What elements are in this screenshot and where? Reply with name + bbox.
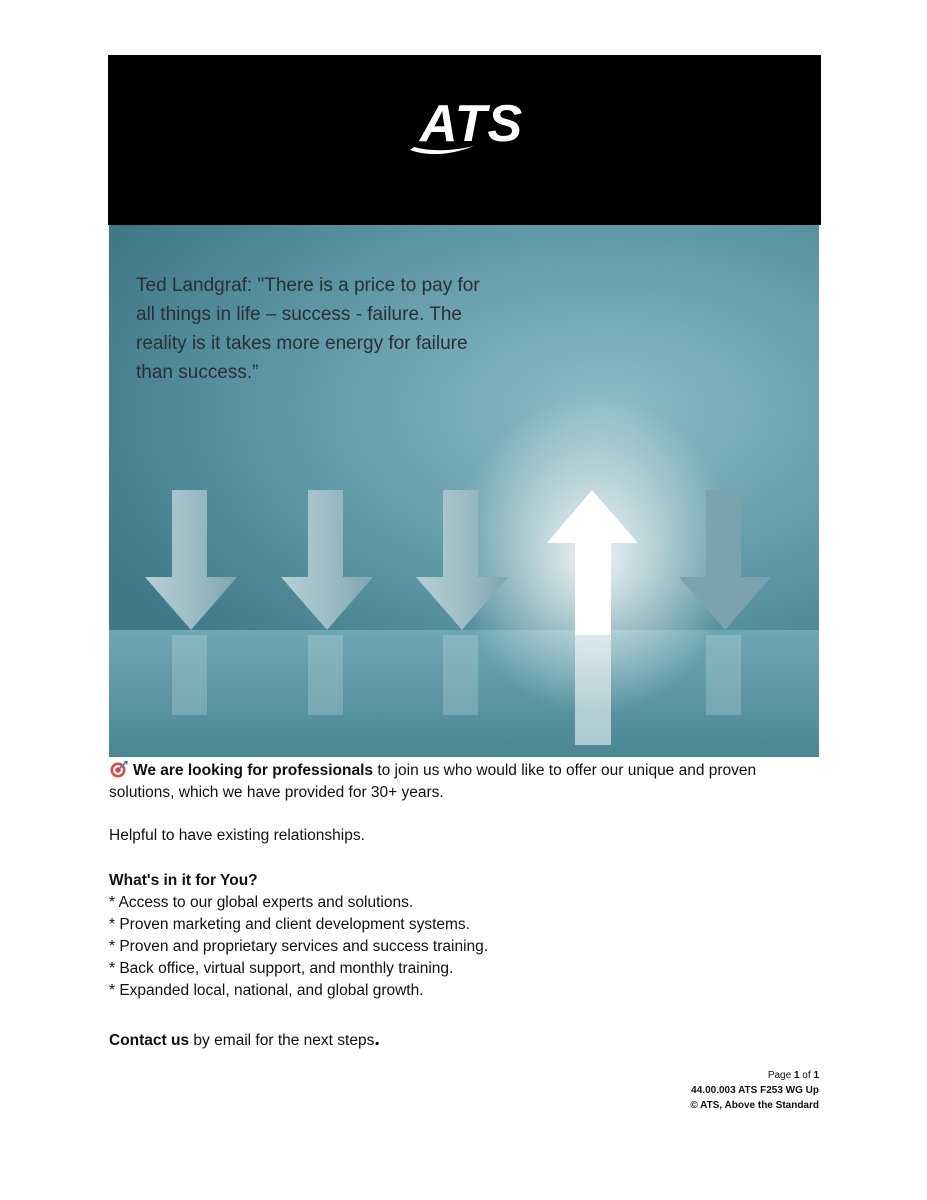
page-number [690,1068,819,1083]
intro-paragraph [109,760,829,804]
quote-line: than success.” [136,362,259,383]
benefit-item: * Proven and proprietary services and success training. [109,938,489,955]
quote-line: reality is it takes more energy for failure [136,333,468,354]
ats-logo [408,92,524,162]
page-num: 1 [793,1070,800,1081]
target-icon [109,760,129,778]
logo-swoosh-icon [408,128,478,158]
intro-line2: solutions, which we have provided for 30+ years. [109,784,444,801]
benefits-heading: What's in it for You? [109,872,258,889]
benefit-item: * Back office, virtual support, and monthly training. [109,960,454,977]
logo-text: ATS [420,95,524,153]
benefits-section [109,870,829,1002]
copyright: © ATS, Above the Standard [690,1100,819,1111]
benefit-item: * Proven marketing and client development systems. [109,916,470,933]
page-total: 1 [813,1070,819,1081]
intro-lead-rest: to join us who would like to offer our unique and proven [373,762,757,779]
benefit-item: * Access to our global experts and solutions. [109,894,414,911]
helpful-paragraph: Helpful to have existing relationships. [109,827,365,844]
contact-rest: by email for the next steps [189,1032,375,1049]
benefit-item: * Expanded local, national, and global growth. [109,982,424,999]
page-of: of [799,1070,814,1081]
contact-paragraph [109,1028,829,1052]
hero-quote [136,271,536,387]
contact-end: . [374,1028,380,1050]
quote-line: Ted Landgraf: "There is a price to pay for [136,275,480,296]
hero-image [109,225,819,757]
doc-code: 44.00.003 ATS F253 WG Up [691,1085,819,1096]
quote-line: all things in life – success - failure. The [136,304,462,325]
page-prefix: Page [767,1070,794,1081]
intro-lead-bold: We are looking for professionals [133,762,374,779]
page-footer [690,1068,819,1113]
contact-bold: Contact us [109,1032,190,1049]
